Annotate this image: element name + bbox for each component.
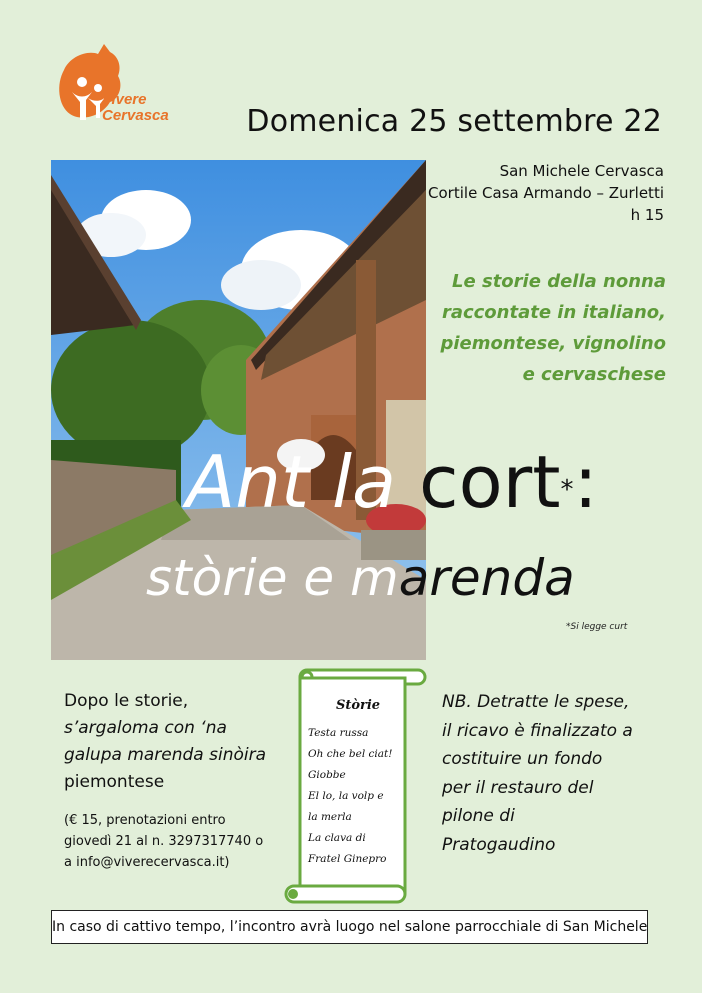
after-line-3: galupa marenda sinòira: [64, 745, 267, 765]
scroll-title: Stòrie: [335, 698, 381, 713]
venue-line-1: San Michele Cervasca: [499, 162, 664, 180]
venue-line-2: Cortile Casa Armando – Zurletti: [428, 184, 664, 202]
scroll-item: La clava di: [308, 832, 366, 844]
after-line-1: Dopo le storie,: [64, 691, 189, 711]
logo-line-2: Cervasca: [102, 107, 169, 124]
logo-text: [102, 92, 169, 124]
stories-intro-line-4: e cervaschese: [522, 364, 666, 385]
after-line-2: s’argaloma con ‘na: [64, 718, 227, 738]
bad-weather-notice: In caso di cattivo tempo, l’incontro avrà luogo nel salone parrocchiale di San Michele: [51, 910, 648, 944]
event-title-line-2: [146, 543, 575, 613]
stories-intro-line-2: raccontate in italiano,: [441, 302, 666, 323]
logo-line-1: Vivere: [102, 91, 147, 108]
stories-intro: [440, 266, 666, 390]
event-date: Domenica 25 settembre 22: [246, 104, 662, 139]
title-asterisk: *: [560, 475, 574, 505]
after-line-4: piemontese: [64, 772, 165, 792]
booking-line-2: giovedì 21 al n. 3297317740 o: [64, 834, 264, 849]
scroll-item: Fratel Ginepro: [308, 853, 387, 865]
nb-line-5: pilone di: [442, 806, 515, 826]
venue-block: [428, 160, 664, 226]
title-colon: :: [573, 440, 598, 524]
nb-line-6: Pratogaudino: [442, 834, 556, 855]
scroll-content: [308, 698, 408, 870]
nb-line-4: per il restauro del: [442, 777, 594, 798]
nb-line-2: il ricavo è finalizzato a: [442, 720, 633, 741]
nb-line-1: NB. Detratte le spese,: [442, 692, 630, 712]
after-stories-text: [64, 688, 266, 796]
title-line-1-dark: cort: [419, 440, 561, 524]
title-line-1-white: Ant la: [186, 440, 420, 524]
scroll-item: Testa russa: [308, 727, 369, 739]
scroll-item: El lo, la volp e: [308, 790, 384, 802]
stories-intro-line-3: piemontese, vignolino: [440, 333, 666, 354]
scroll-item: Oh che bel ciat!: [308, 748, 393, 760]
vivere-cervasca-logo: [52, 42, 182, 142]
pronunciation-note: *Si legge curt: [566, 622, 628, 632]
scroll-item: la merla: [308, 811, 352, 823]
booking-info: [64, 810, 263, 873]
event-title-line-1: [186, 437, 598, 527]
nb-note: [442, 688, 633, 859]
booking-line-3: a info@viverecervasca.it): [64, 855, 230, 870]
nb-line-3: costituire un fondo: [442, 749, 603, 769]
venue-line-3: h 15: [630, 206, 664, 224]
title-line-2-white: stòrie e m: [146, 549, 399, 607]
stories-intro-line-1: Le storie della nonna: [452, 271, 666, 292]
title-line-2-dark: arenda: [398, 549, 575, 607]
booking-line-1: (€ 15, prenotazioni entro: [64, 813, 226, 828]
scroll-item: Giobbe: [308, 769, 346, 781]
